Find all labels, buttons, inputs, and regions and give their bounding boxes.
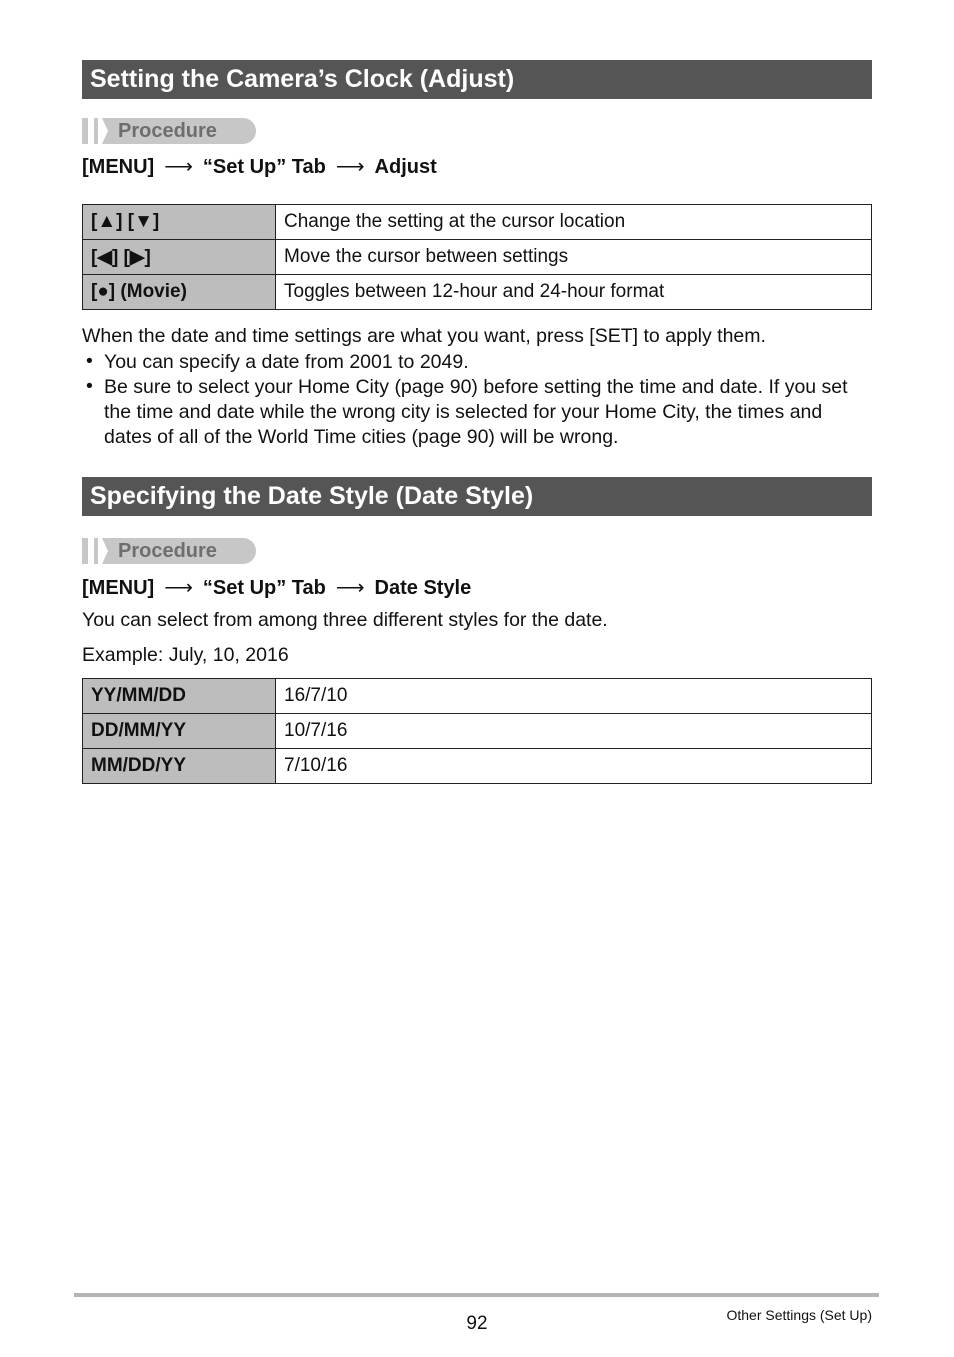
path-item: Adjust [374,156,437,178]
bullet-icon: • [86,375,93,397]
table-key: [▲] [▼] [83,205,276,240]
menu-path-date-style [82,575,471,600]
path-menu: [MENU] [82,577,155,599]
table-key: [◀] [▶] [83,240,276,275]
footer-section-label: Other Settings (Set Up) [726,1307,872,1323]
table-key: DD/MM/YY [83,714,276,749]
section-title-date-style: Specifying the Date Style (Date Style) [82,477,872,516]
adjust-paragraph: When the date and time settings are what you want, press [SET] to apply them. [82,325,766,347]
table-value: 7/10/16 [276,749,872,784]
table-row [83,714,872,749]
procedure-tag [82,538,256,564]
menu-path-adjust [82,154,437,179]
procedure-tag-stripe [88,538,94,564]
bullet-text: You can specify a date from 2001 to 2049. [104,351,469,373]
bullet-text: Be sure to select your Home City (page 90) before setting the time and date. If you set the time and date while the wrong city is selected for your Home City, the times and dates of all of the World Time cities (page 90) will be wrong. [104,376,848,448]
arrow-right-icon: ⟶ [164,156,193,178]
table-value: 16/7/10 [276,679,872,714]
table-value: Toggles between 12-hour and 24-hour format [276,275,872,310]
table-value: Change the setting at the cursor location [276,205,872,240]
table-value: 10/7/16 [276,714,872,749]
date-style-paragraph: You can select from among three different styles for the date. [82,609,608,631]
arrow-right-icon: ⟶ [335,577,365,599]
path-item: Date Style [374,577,472,599]
table-key: YY/MM/DD [83,679,276,714]
table-row [83,240,872,275]
table-row [83,275,872,310]
arrow-right-icon: ⟶ [335,156,365,178]
procedure-tag-stripe [88,118,94,144]
path-menu: [MENU] [82,156,155,178]
date-style-table [82,678,872,784]
table-key: [●] (Movie) [83,275,276,310]
procedure-label: Procedure [118,120,217,142]
date-style-example: Example: July, 10, 2016 [82,644,289,666]
footer-divider [74,1293,879,1297]
arrow-right-icon: ⟶ [164,577,193,599]
table-value: Move the cursor between settings [276,240,872,275]
table-row [83,749,872,784]
bullet-icon: • [86,350,93,372]
table-key: MM/DD/YY [83,749,276,784]
page-number: 92 [466,1313,488,1334]
procedure-tag [82,118,256,144]
table-row [83,205,872,240]
adjust-keys-table [82,204,872,310]
path-tab: “Set Up” Tab [202,577,326,599]
table-row [83,679,872,714]
section-title-adjust: Setting the Camera’s Clock (Adjust) [82,60,872,99]
procedure-label: Procedure [118,540,217,562]
path-tab: “Set Up” Tab [202,156,326,178]
